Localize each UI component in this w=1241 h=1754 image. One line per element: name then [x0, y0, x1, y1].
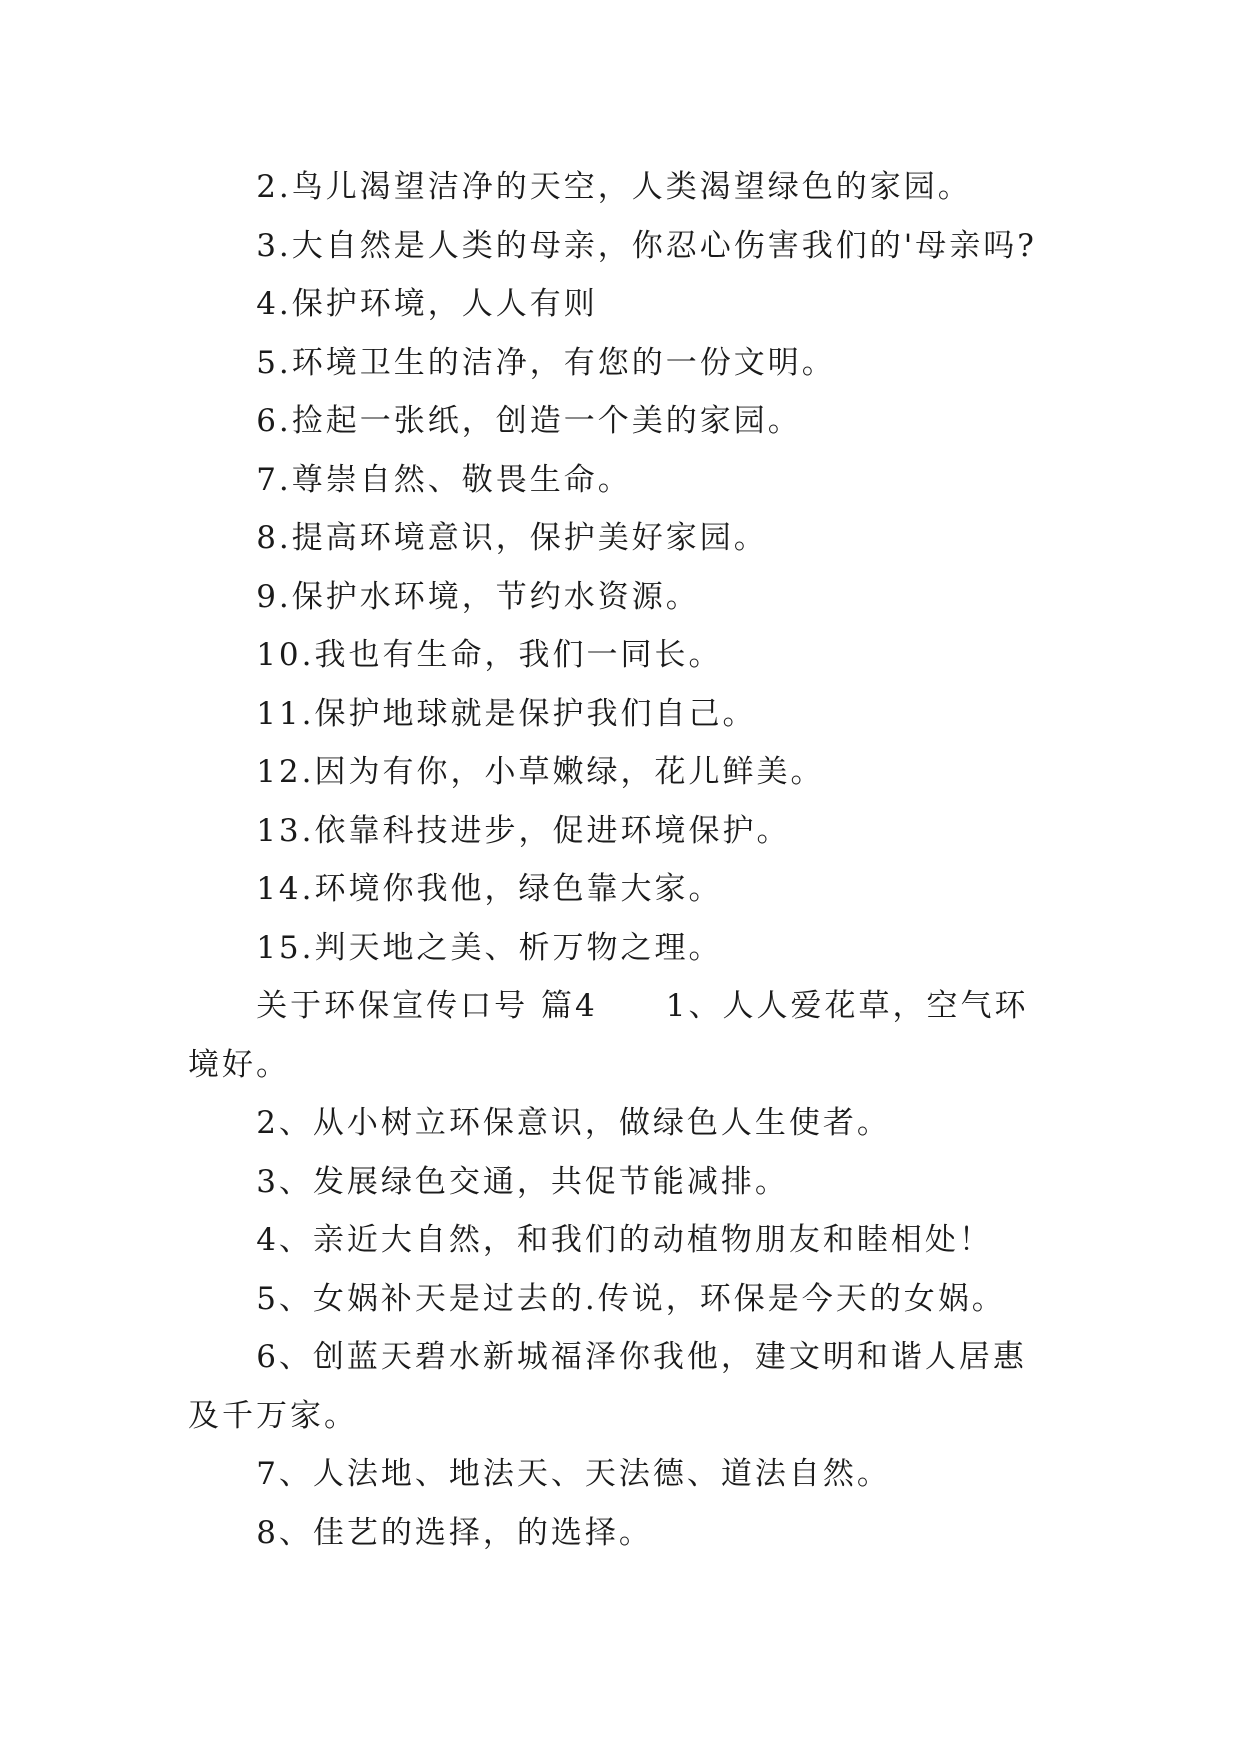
- slogan-line-14: 14.环境你我他，绿色靠大家。: [256, 871, 723, 907]
- slogan-line-11: 11.保护地球就是保护我们自己。: [256, 695, 757, 732]
- slogan-part4-line-4: 4、亲近大自然，和我们的动植物朋友和睦相处！: [256, 1222, 993, 1258]
- slogan-line-6: 6.捡起一张纸，创造一个美的家园。: [256, 403, 802, 439]
- slogan-part4-line-7: 7、人法地、地法天、天法德、道法自然。: [256, 1456, 891, 1492]
- slogan-line-3: 3.大自然是人类的母亲，你忍心伤害我们的'母亲吗?: [256, 227, 1037, 264]
- slogan-line-5: 5.环境卫生的洁净，有您的一份文明。: [256, 344, 836, 381]
- slogan-line-15: 15.判天地之美、析万物之理。: [256, 929, 723, 966]
- slogan-part4-line-6: 6、创蓝天碧水新城福泽你我他，建文明和谐人居惠及千万家。: [188, 1339, 1027, 1434]
- slogan-line-10: 10.我也有生命，我们一同长。: [256, 637, 723, 673]
- slogan-line-4: 4.保护环境，人人有则: [256, 286, 598, 322]
- slogan-line-8: 8.提高环境意识，保护美好家园。: [256, 520, 768, 556]
- slogan-line-7: 7.尊崇自然、敬畏生命。: [256, 461, 632, 498]
- slogan-line-2: 2.鸟儿渴望洁净的天空，人类渴望绿色的家园。: [256, 169, 972, 205]
- slogan-part4-line-2: 2、从小树立环保意识，做绿色人生使者。: [256, 1105, 891, 1141]
- slogan-line-9: 9.保护水环境，节约水资源。: [256, 578, 700, 615]
- document-body: [188, 158, 1058, 1562]
- slogan-line-12: 12.因为有你，小草嫩绿，花儿鲜美。: [256, 754, 825, 790]
- slogan-part4-line-3: 3、发展绿色交通，共促节能减排。: [256, 1163, 789, 1200]
- section-heading-and-slogan-1: 关于环保宣传口号 篇4 1、人人爱花草，空气环境好。: [188, 988, 1029, 1083]
- slogan-line-13: 13.依靠科技进步，促进环境保护。: [256, 812, 791, 849]
- slogan-part4-line-5: 5、女娲补天是过去的.传说，环保是今天的女娲。: [256, 1280, 1006, 1317]
- slogan-part4-line-8: 8、佳艺的选择，的选择。: [256, 1514, 653, 1551]
